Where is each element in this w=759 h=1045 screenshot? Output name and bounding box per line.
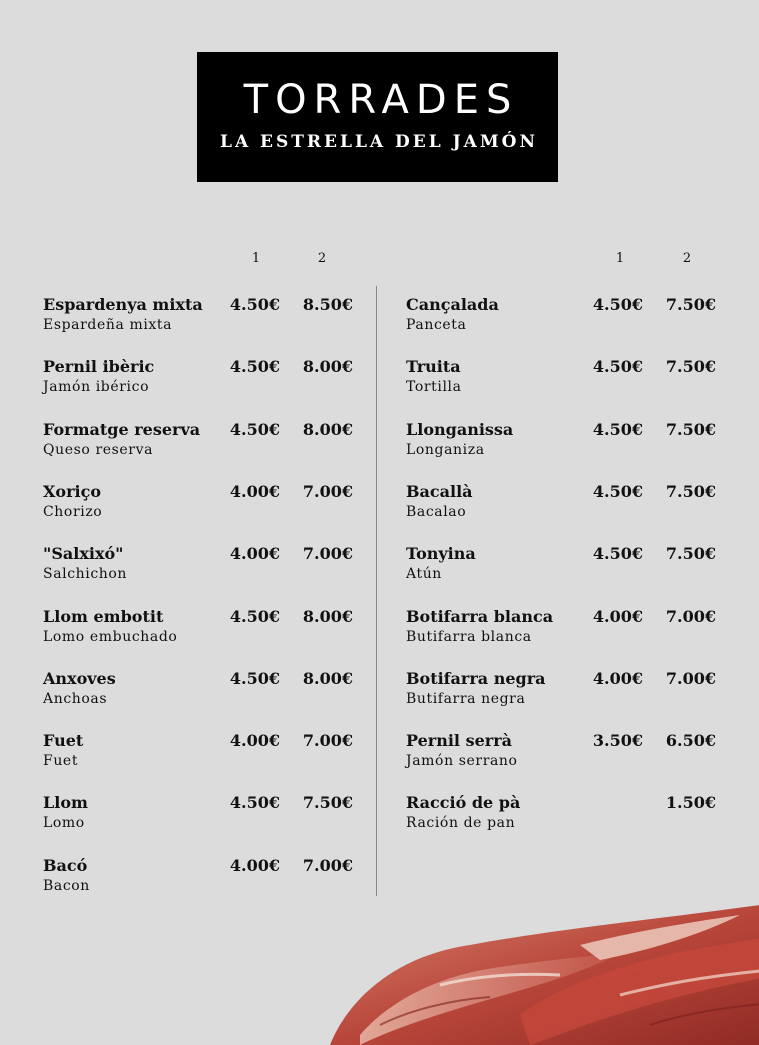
menu-item-price-2: 1.50€	[665, 793, 716, 813]
menu-item-name: Racció de pà	[406, 793, 521, 813]
menu-item	[43, 793, 88, 833]
menu-item-price-1: 4.50€	[229, 793, 280, 813]
menu-item-translation: Lomo embuchado	[43, 628, 178, 645]
jamon-slices-image	[320, 905, 759, 1045]
menu-item	[43, 357, 154, 397]
menu-item-translation: Bacon	[43, 877, 90, 894]
menu-item-translation: Anchoas	[43, 690, 108, 707]
right-size-1-header: 1	[615, 251, 625, 266]
menu-item-name: Anxoves	[43, 668, 116, 688]
menu-item-price-2: 7.50€	[302, 793, 353, 813]
brand-subtitle: LA ESTRELLA DEL JAMÓN	[219, 132, 539, 152]
menu-item-name: Llom embotit	[43, 606, 164, 626]
menu-item	[43, 420, 200, 460]
menu-item-price-1: 4.00€	[592, 606, 643, 626]
menu-item	[406, 731, 518, 771]
menu-item-translation: Longaniza	[406, 441, 485, 458]
menu-item-price-2: 7.00€	[302, 481, 353, 501]
menu-item-translation: Panceta	[406, 317, 467, 333]
menu-item-price-2: 8.00€	[302, 357, 353, 377]
menu-item-translation: Salchichon	[43, 566, 128, 583]
menu-item	[406, 357, 462, 397]
menu-item-name: Formatge reserva	[43, 419, 201, 439]
menu-item-name: Pernil serrà	[406, 731, 512, 751]
menu-item-name: "Salxixó"	[43, 544, 124, 564]
menu-item-translation: Jamón ibérico	[43, 379, 150, 396]
menu-item-price-2: 7.50€	[665, 419, 716, 439]
menu-item-price-1: 4.00€	[229, 855, 280, 875]
menu-item-price-2: 7.00€	[302, 855, 353, 875]
menu-item-translation: Ración de pan	[406, 815, 516, 832]
menu-item-translation: Atún	[406, 566, 442, 583]
menu-item-translation: Fuet	[43, 753, 79, 770]
menu-item-price-1: 4.50€	[229, 668, 280, 688]
menu-item-price-1: 4.50€	[592, 544, 643, 564]
menu-item-price-2: 8.00€	[302, 668, 353, 688]
menu-item-name: Espardenya mixta	[43, 295, 203, 314]
menu-item-price-2: 8.00€	[302, 606, 353, 626]
menu-item-name: Tonyina	[406, 544, 476, 564]
menu-item	[406, 607, 553, 647]
menu-item-name: Llom	[43, 793, 88, 813]
menu-item	[406, 793, 520, 833]
menu-item-name: Botifarra negra	[406, 668, 546, 688]
menu-item	[406, 295, 499, 335]
column-divider	[376, 286, 377, 896]
menu-item-price-1: 4.50€	[592, 481, 643, 501]
menu-item-price-1: 4.50€	[229, 357, 280, 377]
menu-item-translation: Tortilla	[406, 379, 462, 396]
menu-item	[43, 295, 203, 335]
menu-item-price-1: 4.50€	[229, 419, 280, 439]
menu-item-price-2: 7.50€	[665, 544, 716, 564]
menu-item	[406, 669, 546, 709]
menu-item	[43, 607, 177, 647]
menu-item-name: Pernil ibèric	[43, 357, 155, 377]
menu-item-price-1: 3.50€	[592, 731, 643, 751]
menu-item-price-1: 4.00€	[229, 544, 280, 564]
menu-item-price-1: 4.50€	[592, 419, 643, 439]
menu-item-price-2: 7.00€	[302, 544, 353, 564]
menu-item-name: Llonganissa	[406, 419, 514, 439]
menu-item-price-2: 7.50€	[665, 481, 716, 501]
menu-item-price-2: 7.50€	[665, 357, 716, 377]
menu-item-price-1: 4.50€	[592, 295, 643, 314]
menu-item-price-1: 4.50€	[229, 295, 280, 314]
menu-item-name: Xoriço	[43, 481, 102, 501]
menu-item-translation: Bacalao	[406, 503, 467, 520]
menu-item	[43, 544, 127, 584]
brand-title: TORRADES	[243, 77, 519, 123]
menu-item	[406, 420, 513, 460]
menu-item-translation: Lomo	[43, 815, 85, 832]
menu-item-translation: Espardeña mixta	[43, 317, 173, 333]
menu-item-translation: Queso reserva	[43, 441, 154, 458]
menu-item-price-1: 4.00€	[592, 668, 643, 688]
menu-item	[406, 544, 476, 584]
menu-item-name: Cançalada	[406, 295, 499, 314]
menu-item-price-1: 4.50€	[592, 357, 643, 377]
menu-item-name: Bacallà	[406, 481, 473, 501]
menu-item-translation: Chorizo	[43, 503, 103, 520]
menu-item-price-2: 8.50€	[302, 295, 353, 314]
menu-item-name: Fuet	[43, 731, 84, 751]
menu-item	[406, 482, 473, 522]
left-size-1-header: 1	[251, 251, 261, 266]
menu-item-name: Truita	[406, 357, 461, 377]
menu-item-price-2: 8.00€	[302, 419, 353, 439]
right-size-2-header: 2	[682, 251, 692, 266]
menu-item	[43, 856, 90, 896]
menu-item-translation: Butifarra negra	[406, 690, 526, 707]
left-size-2-header: 2	[317, 251, 327, 266]
menu-item-price-2: 7.50€	[665, 295, 716, 314]
menu-item-price-1: 4.50€	[229, 606, 280, 626]
menu-item-price-2: 7.00€	[665, 606, 716, 626]
menu-item-translation: Jamón serrano	[406, 753, 518, 770]
menu-item	[43, 669, 116, 709]
menu-item-price-2: 7.00€	[665, 668, 716, 688]
menu-item-translation: Butifarra blanca	[406, 628, 532, 645]
menu-item-name: Botifarra blanca	[406, 606, 554, 626]
menu-item-price-2: 7.00€	[302, 731, 353, 751]
brand-header	[197, 52, 558, 182]
menu-item-price-1: 4.00€	[229, 731, 280, 751]
menu-item	[43, 482, 102, 522]
menu-item-price-2: 6.50€	[665, 731, 716, 751]
menu-item-price-1: 4.00€	[229, 481, 280, 501]
menu-item	[43, 731, 83, 771]
menu-item-name: Bacó	[43, 855, 88, 875]
